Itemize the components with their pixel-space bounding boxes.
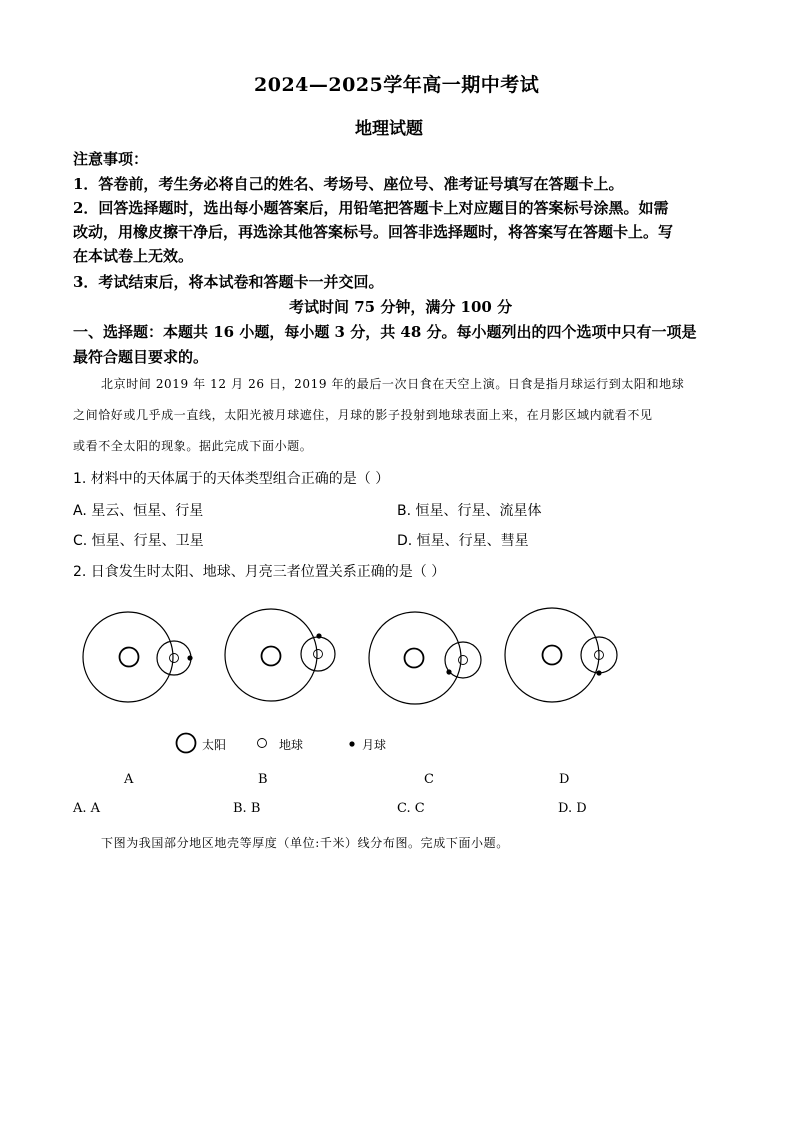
fig-b-sun	[262, 647, 281, 666]
section-1-heading-line-2: 最符合题目要求的。	[73, 348, 209, 366]
material-1-line-2: 之间恰好或几乎成一直线，太阳光被月球遮住，月球的影子投射到地球表面上来，在月影区域内就看不见	[73, 408, 653, 422]
material-2: 下图为我国部分地区地壳等厚度（单位:千米）线分布图。完成下面小题。	[101, 836, 509, 850]
notes-item-2-line-2: 改动，用橡皮擦干净后，再选涂其他答案标号。回答非选择题时，将答案写在答题卡上。写	[73, 223, 674, 241]
figure-label-b: B	[258, 772, 268, 787]
question-2-option-c: C. C	[397, 801, 425, 816]
fig-a-earth	[170, 654, 179, 663]
section-1-heading-line-1: 一、选择题：本题共 16 小题，每小题 3 分，共 48 分。每小题列出的四个选项中只有一项是	[73, 323, 697, 341]
fig-a-moon	[187, 655, 192, 660]
legend-moon-icon	[349, 741, 354, 746]
legend-sun-label: 太阳	[202, 738, 227, 752]
fig-a-sun	[120, 648, 139, 667]
question-2-stem: 2. 日食发生时太阳、地球、月亮三者位置关系正确的是（ ）	[73, 564, 446, 580]
exam-subject: 地理试题	[355, 119, 423, 139]
fig-c-earth-orbit	[369, 612, 461, 704]
exam-title: 2024—2025学年高一期中考试	[254, 74, 540, 96]
question-1-option-b: B. 恒星、行星、流星体	[397, 503, 542, 519]
question-2-option-b: B. B	[233, 801, 261, 816]
legend-earth-label: 地球	[279, 738, 304, 752]
question-1-option-c: C. 恒星、行星、卫星	[73, 533, 204, 549]
fig-d-sun	[543, 646, 562, 665]
material-1-line-1: 北京时间 2019 年 12 月 26 日，2019 年的最后一次日食在天空上演。日食是指月球运行到太阳和地球	[101, 377, 685, 391]
notes-item-2-line-1: 2．回答选择题时，选出每小题答案后，用铅笔把答题卡上对应题目的答案标号涂黑。如需	[73, 199, 669, 217]
fig-a-earth-orbit	[83, 612, 173, 702]
question-1-option-d: D. 恒星、行星、彗星	[397, 533, 529, 549]
question-2-option-a: A. A	[73, 801, 101, 816]
fig-b-moon	[316, 633, 321, 638]
notes-item-1: 1．答卷前，考生务必将自己的姓名、考场号、座位号、准考证号填写在答题卡上。	[73, 175, 624, 193]
legend-sun-icon	[177, 734, 196, 753]
fig-c-earth	[459, 656, 468, 665]
figure-label-a: A	[124, 772, 134, 787]
fig-d-earth-orbit	[505, 608, 599, 702]
notes-heading: 注意事项：	[73, 150, 149, 168]
material-1-line-3: 或看不全太阳的现象。据此完成下面小题。	[73, 439, 313, 453]
figure-label-c: C	[424, 772, 434, 787]
figure-label-d: D	[559, 772, 570, 787]
question-2-option-d: D. D	[558, 801, 587, 816]
fig-a-moon-orbit	[157, 641, 191, 675]
legend-earth-icon	[258, 739, 267, 748]
fig-c-moon	[446, 669, 451, 674]
question-1-stem: 1. 材料中的天体属于的天体类型组合正确的是（ ）	[73, 471, 390, 487]
time-info: 考试时间 75 分钟，满分 100 分	[289, 298, 513, 316]
fig-b-earth-orbit	[225, 609, 317, 701]
notes-item-3: 3．考试结束后，将本试卷和答题卡一并交回。	[73, 273, 384, 291]
question-1-option-a: A. 星云、恒星、行星	[73, 503, 204, 519]
fig-c-sun	[405, 649, 424, 668]
notes-item-2-line-3: 在本试卷上无效。	[73, 247, 194, 265]
legend-moon-label: 月球	[362, 738, 387, 752]
fig-d-moon	[596, 670, 601, 675]
fig-b-earth	[314, 650, 323, 659]
fig-b-moon-orbit	[301, 637, 335, 671]
